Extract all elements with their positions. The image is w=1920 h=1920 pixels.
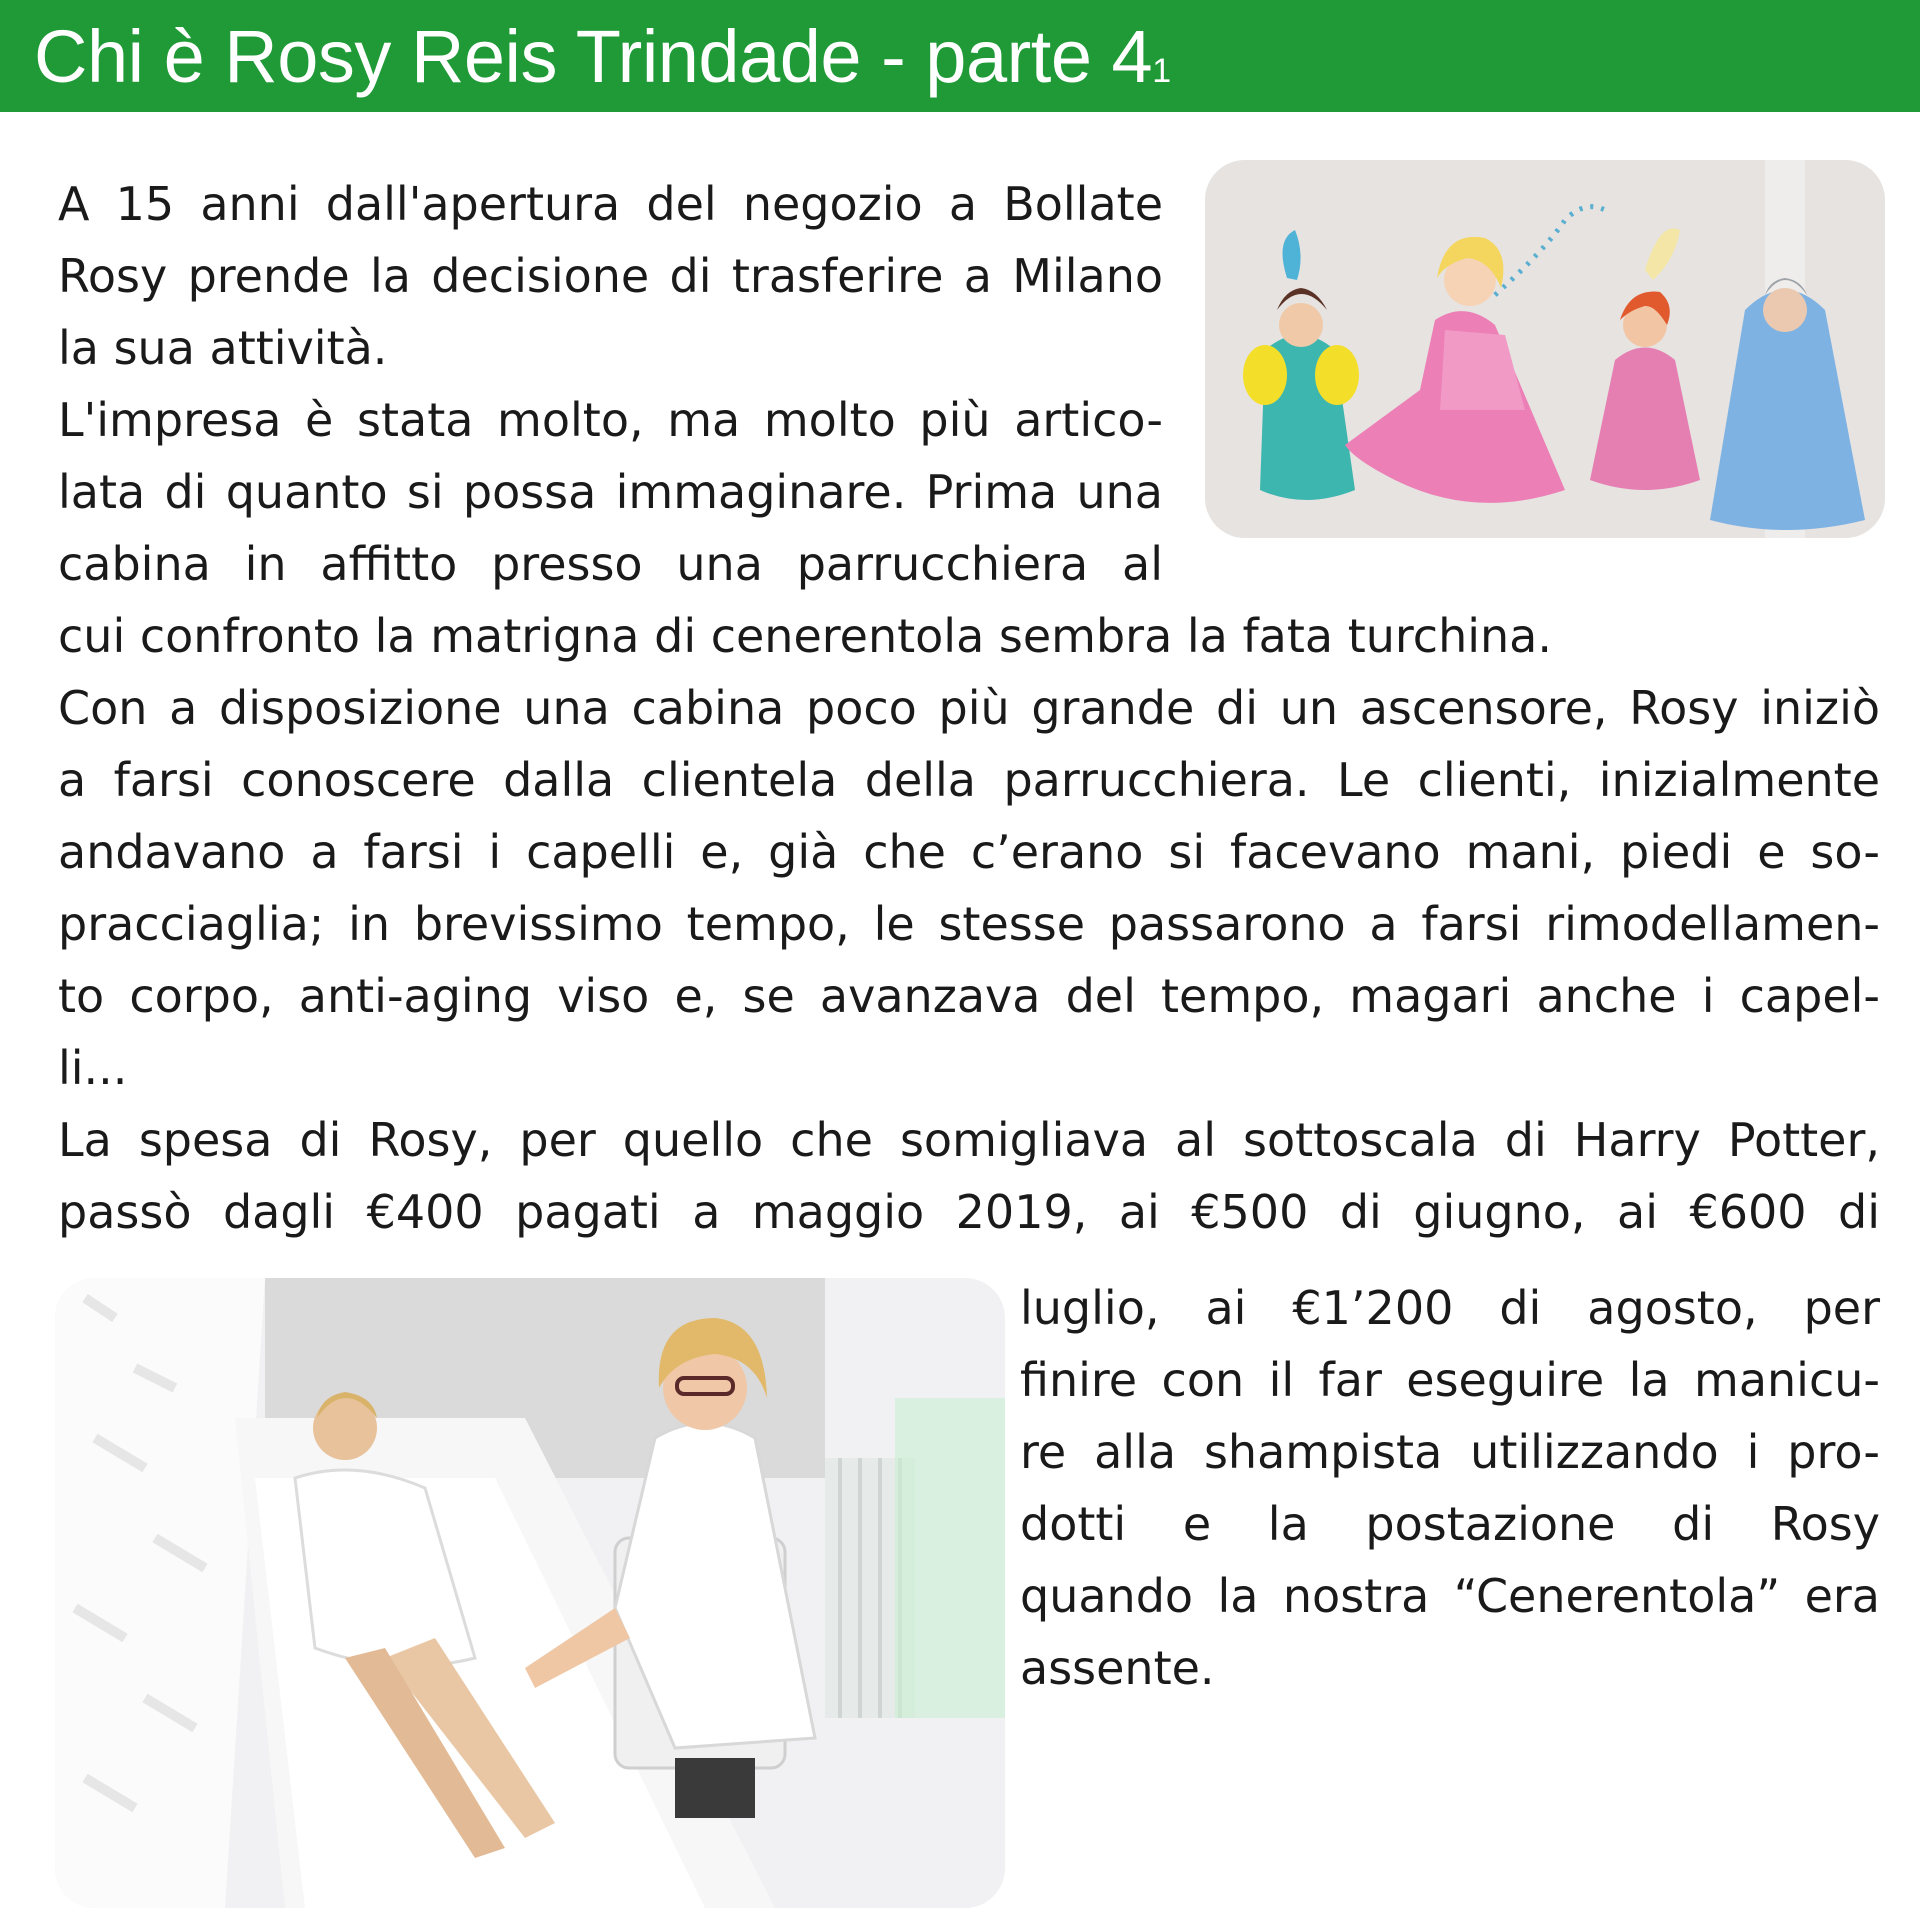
page-title — [34, 14, 1171, 99]
treatment-photo — [55, 1278, 1005, 1908]
text-line: cabina in affitto presso una parrucchiera al — [58, 537, 1163, 591]
text-line: luglio, ai €1’200 di agosto, per — [1020, 1281, 1880, 1335]
text-line: lata di quanto si possa immaginare. Prima una — [58, 465, 1163, 519]
treatment-photo-art — [55, 1278, 1005, 1908]
text-line: la sua attività. — [58, 321, 388, 375]
text-line: andavano a farsi i capelli e, già che c’erano si facevano mani, piedi e so- — [58, 825, 1880, 879]
text-line: Con a disposizione una cabina poco più grande di un ascensore, Rosy iniziò — [58, 681, 1880, 735]
article-paragraph-intro — [58, 168, 1163, 600]
header-bar — [0, 0, 1920, 112]
text-line: cui confronto la matrigna di cenerentola sembra la fata turchina. — [58, 609, 1552, 663]
text-line: L'impresa è stata molto, ma molto più artico- — [58, 393, 1163, 447]
page-title-text: Chi è Rosy Reis Trindade - parte 4 — [34, 15, 1153, 98]
article-paragraph-main — [58, 600, 1880, 1248]
text-line: finire con il far eseguire la manicu- — [1020, 1353, 1880, 1407]
text-line: dotti e la postazione di Rosy — [1020, 1497, 1880, 1551]
text-line: quando la nostra “Cenerentola” era — [1020, 1569, 1880, 1623]
text-line: to corpo, anti-aging viso e, se avanzava del tempo, magari anche i capel- — [58, 969, 1880, 1023]
cinderella-illustration — [1205, 160, 1885, 538]
article-paragraph-closing — [1020, 1272, 1880, 1704]
text-line: pracciaglia; in brevissimo tempo, le stesse passarono a farsi rimodellamen- — [58, 897, 1880, 951]
text-line: La spesa di Rosy, per quello che somigliava al sottoscala di Harry Potter, — [58, 1113, 1880, 1167]
page-title-suffix: 1 — [1152, 52, 1171, 90]
text-line: Rosy prende la decisione di trasferire a Milano — [58, 249, 1163, 303]
text-line: a farsi conoscere dalla clientela della parrucchiera. Le clienti, inizialmente — [58, 753, 1880, 807]
cinderella-illustration-art — [1205, 160, 1885, 538]
text-line: li... — [58, 1041, 128, 1095]
text-line: assente. — [1020, 1641, 1215, 1695]
text-line: re alla shampista utilizzando i pro- — [1020, 1425, 1880, 1479]
text-line: A 15 anni dall'apertura del negozio a Bollate — [58, 177, 1163, 231]
text-line: passò dagli €400 pagati a maggio 2019, ai €500 di giugno, ai €600 di — [58, 1185, 1880, 1239]
